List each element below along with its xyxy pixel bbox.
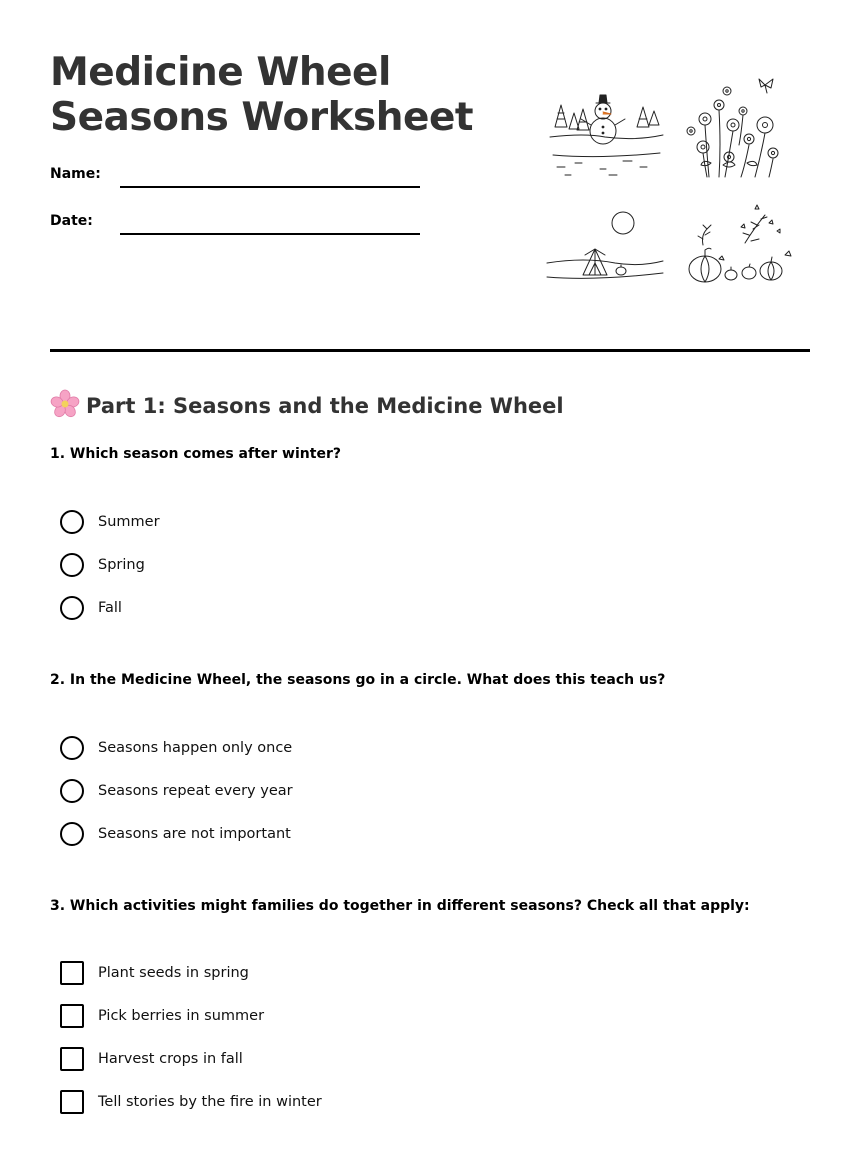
winter-snowman-scene <box>550 95 663 175</box>
radio-button[interactable] <box>60 553 84 577</box>
checkbox[interactable] <box>60 1047 84 1071</box>
q2-option-repeat[interactable] <box>60 779 293 803</box>
option-label: Pick berries in summer <box>98 1008 265 1024</box>
option-label: Tell stories by the fire in winter <box>98 1094 322 1110</box>
date-label: Date: <box>50 213 93 229</box>
summer-sun-camp-scene <box>547 212 663 278</box>
option-label: Harvest crops in fall <box>98 1051 243 1067</box>
seasons-illustration <box>545 75 805 295</box>
date-field[interactable] <box>120 233 420 235</box>
title-line-1: Medicine Wheel <box>50 50 391 95</box>
q2-option-not-important[interactable] <box>60 822 291 846</box>
checkbox[interactable] <box>60 1090 84 1114</box>
radio-button[interactable] <box>60 779 84 803</box>
q3-option-plant-seeds[interactable] <box>60 961 249 985</box>
checkbox[interactable] <box>60 961 84 985</box>
question-3: 3. Which activities might families do together in different seasons? Check all that apply: <box>50 898 750 914</box>
radio-button[interactable] <box>60 736 84 760</box>
option-label: Fall <box>98 600 122 616</box>
part1-heading-text: Part 1: Seasons and the Medicine Wheel <box>86 394 564 418</box>
question-2: 2. In the Medicine Wheel, the seasons go in a circle. What does this teach us? <box>50 672 666 688</box>
question-1: 1. Which season comes after winter? <box>50 446 341 462</box>
q1-option-spring[interactable] <box>60 553 145 577</box>
cherry-blossom-icon <box>50 389 80 419</box>
option-label: Spring <box>98 557 145 573</box>
radio-button[interactable] <box>60 596 84 620</box>
q1-option-summer[interactable] <box>60 510 160 534</box>
name-field[interactable] <box>120 186 420 188</box>
q3-option-tell-stories[interactable] <box>60 1090 322 1114</box>
spring-flowers-scene <box>687 79 778 177</box>
part1-heading <box>50 389 564 421</box>
name-label: Name: <box>50 166 101 182</box>
section-divider <box>50 349 810 352</box>
fall-pumpkins-scene <box>689 205 791 282</box>
option-label: Seasons happen only once <box>98 740 293 756</box>
title-line-2: Seasons Worksheet <box>50 95 474 140</box>
option-label: Summer <box>98 514 160 530</box>
q2-option-once[interactable] <box>60 736 292 760</box>
option-label: Plant seeds in spring <box>98 965 249 981</box>
q3-option-pick-berries[interactable] <box>60 1004 264 1028</box>
q3-option-harvest-crops[interactable] <box>60 1047 243 1071</box>
radio-button[interactable] <box>60 822 84 846</box>
option-label: Seasons are not important <box>98 826 291 842</box>
checkbox[interactable] <box>60 1004 84 1028</box>
q1-option-fall[interactable] <box>60 596 122 620</box>
option-label: Seasons repeat every year <box>98 783 293 799</box>
worksheet-title <box>50 50 473 140</box>
radio-button[interactable] <box>60 510 84 534</box>
